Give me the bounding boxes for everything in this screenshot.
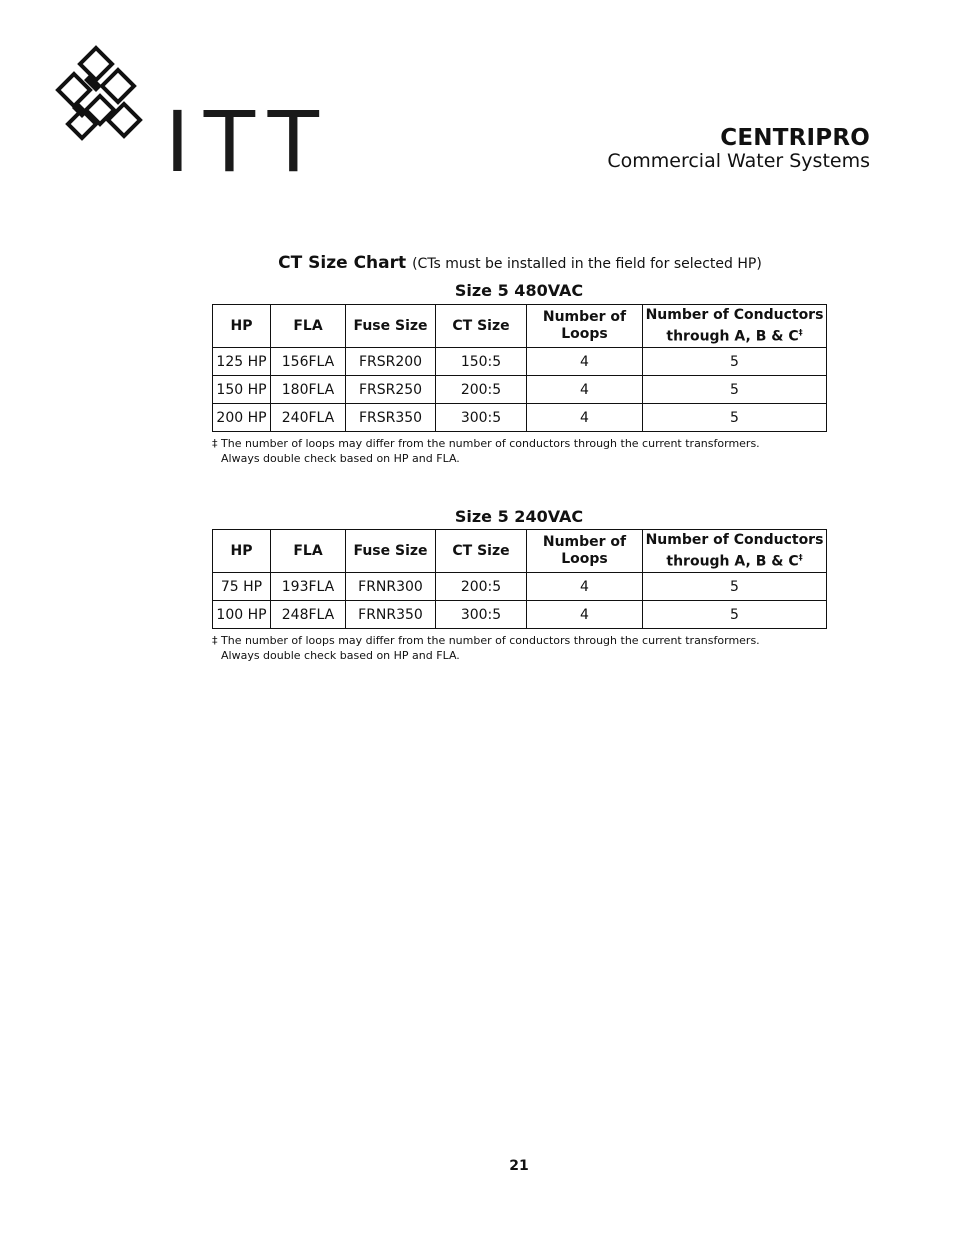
- cell-loops: 4: [527, 348, 643, 376]
- header-loops: Number of Loops: [527, 305, 643, 348]
- chart-title-note: (CTs must be installed in the field for selected HP): [412, 256, 762, 272]
- cell-ct: 200:5: [436, 376, 527, 404]
- cell-fuse: FRSR350: [346, 404, 436, 432]
- table2-footnote: ‡ The number of loops may differ from the number of conductors through the current transformers. Always double check based on HP and FLA.: [212, 634, 760, 662]
- table-header-row: [213, 305, 827, 348]
- cell-ct: 300:5: [436, 404, 527, 432]
- table-row: [213, 348, 827, 376]
- header-conductors: Number of Conductors through A, B & C‡: [643, 530, 827, 573]
- table-row: [213, 573, 827, 601]
- brand-subtitle: Commercial Water Systems: [607, 150, 870, 172]
- cell-fla: 240FLA: [271, 404, 346, 432]
- cell-conductors: 5: [643, 348, 827, 376]
- table-row: [213, 404, 827, 432]
- header-fuse-size: Fuse Size: [346, 530, 436, 573]
- cell-hp: 200 HP: [213, 404, 271, 432]
- cell-conductors: 5: [643, 573, 827, 601]
- brand-block: [607, 124, 870, 172]
- cell-fla: 193FLA: [271, 573, 346, 601]
- header-ct-size: CT Size: [436, 305, 527, 348]
- table-row: [213, 601, 827, 629]
- ct-table-480vac: [212, 304, 827, 432]
- chart-title-text: CT Size Chart: [278, 253, 407, 273]
- table1-footnote: ‡ The number of loops may differ from the number of conductors through the current transformers. Always double check based on HP and FLA.: [212, 437, 760, 465]
- cell-fla: 180FLA: [271, 376, 346, 404]
- cell-fuse: FRNR350: [346, 601, 436, 629]
- header-fla: FLA: [271, 530, 346, 573]
- page-number: 21: [509, 1158, 529, 1174]
- cell-conductors: 5: [643, 601, 827, 629]
- chart-title: [0, 253, 954, 273]
- header-conductors: Number of Conductors through A, B & C‡: [643, 305, 827, 348]
- header-fuse-size: Fuse Size: [346, 305, 436, 348]
- cell-loops: 4: [527, 404, 643, 432]
- cell-fla: 156FLA: [271, 348, 346, 376]
- cell-hp: 125 HP: [213, 348, 271, 376]
- logo-wordmark: ITT: [165, 93, 333, 191]
- cell-conductors: 5: [643, 404, 827, 432]
- header-fla: FLA: [271, 305, 346, 348]
- cell-fuse: FRNR300: [346, 573, 436, 601]
- header-hp: HP: [213, 305, 271, 348]
- cell-fuse: FRSR200: [346, 348, 436, 376]
- cell-loops: 4: [527, 601, 643, 629]
- cell-ct: 150:5: [436, 348, 527, 376]
- cell-hp: 75 HP: [213, 573, 271, 601]
- header-loops: Number of Loops: [527, 530, 643, 573]
- cell-fla: 248FLA: [271, 601, 346, 629]
- table2-title: Size 5 240VAC: [454, 507, 584, 526]
- itt-logo-icon: [52, 44, 148, 144]
- table-header-row: [213, 530, 827, 573]
- cell-hp: 100 HP: [213, 601, 271, 629]
- table-row: [213, 376, 827, 404]
- brand-name: CENTRIPRO: [720, 125, 870, 151]
- header-hp: HP: [213, 530, 271, 573]
- cell-loops: 4: [527, 376, 643, 404]
- cell-fuse: FRSR250: [346, 376, 436, 404]
- ct-table-240vac: [212, 529, 827, 629]
- cell-ct: 200:5: [436, 573, 527, 601]
- cell-ct: 300:5: [436, 601, 527, 629]
- cell-hp: 150 HP: [213, 376, 271, 404]
- header-ct-size: CT Size: [436, 530, 527, 573]
- cell-loops: 4: [527, 573, 643, 601]
- table1-title: Size 5 480VAC: [454, 281, 584, 300]
- cell-conductors: 5: [643, 376, 827, 404]
